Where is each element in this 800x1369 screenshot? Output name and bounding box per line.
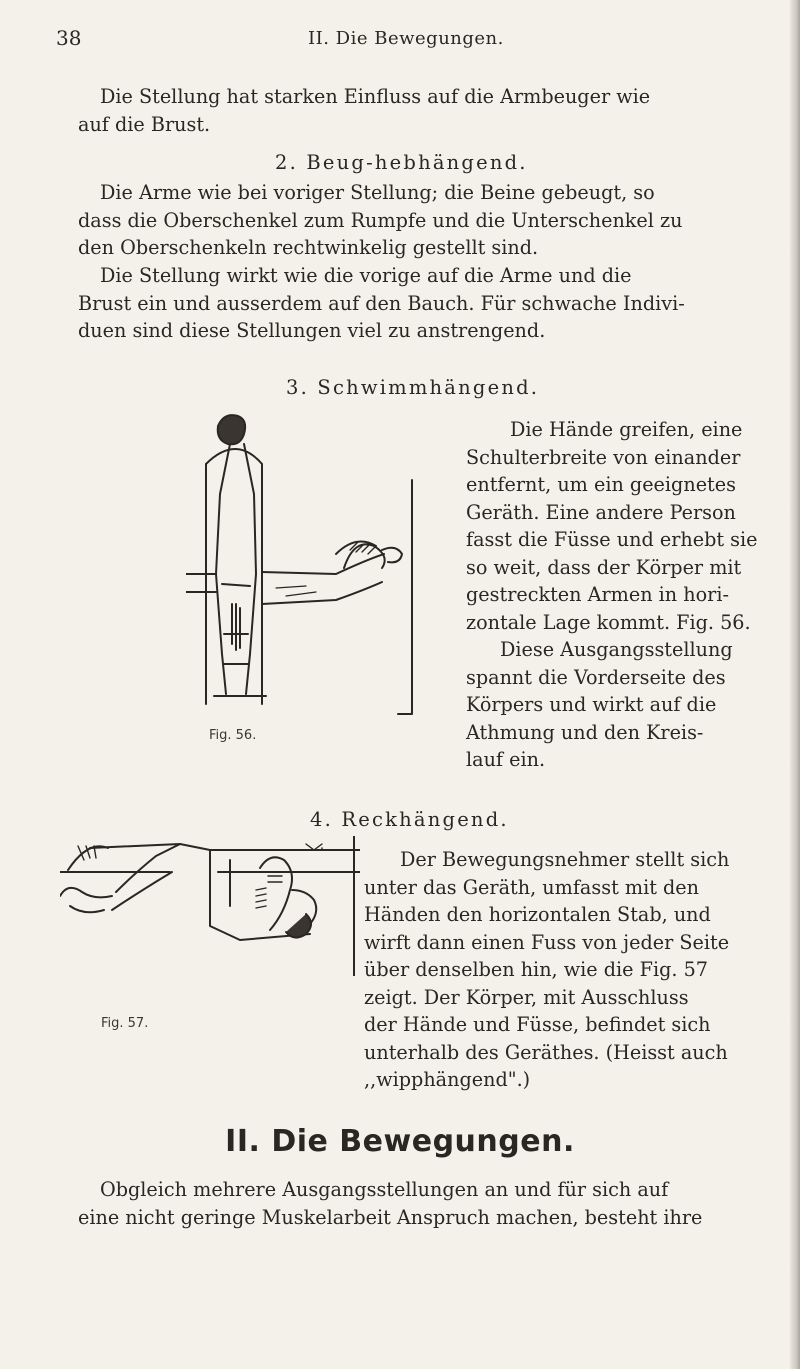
text-line: zontale Lage kommt. Fig. 56. <box>466 610 751 634</box>
section2-paragraph-1 <box>78 179 764 262</box>
chapter-title: II. Die Bewegungen. <box>225 1124 575 1159</box>
text-line: den Oberschenkeln rechtwinkelig gestellt sind. <box>78 236 539 259</box>
text-line: Der Bewegungsnehmer stellt sich <box>400 848 730 871</box>
section-heading-reckhaengend: 4. Reckhängend. <box>310 808 509 831</box>
text-line: ,,wipphängend".) <box>364 1068 531 1091</box>
intro-paragraph <box>78 83 764 138</box>
text-line: Brust ein und ausserdem auf den Bauch. Für schwache Indivi- <box>78 291 685 315</box>
text-line: der Hände und Füsse, befindet sich <box>364 1013 711 1036</box>
text-line: Schulterbreite von einander <box>466 445 741 469</box>
text-line: spannt die Vorderseite des <box>466 665 726 689</box>
text-line: Diese Ausgangsstellung <box>500 638 733 661</box>
figure-56-illustration <box>186 404 456 724</box>
section2-paragraph-2 <box>78 262 764 345</box>
text-line: eine nicht geringe Muskelarbeit Anspruch machen, besteht ihre <box>78 1205 703 1229</box>
text-line: Athmung und den Kreis- <box>466 720 704 744</box>
text-line: lauf ein. <box>466 748 546 771</box>
text-line: unter das Geräth, umfasst mit den <box>364 875 700 899</box>
text-line: Körpers und wirkt auf die <box>466 693 717 716</box>
text-line: so weit, dass der Körper mit <box>466 555 742 579</box>
text-line: gestreckten Armen in hori- <box>466 583 729 606</box>
text-line: Geräth. Eine andere Person <box>466 500 736 524</box>
text-line: unterhalb des Geräthes. (Heisst auch <box>364 1040 728 1064</box>
text-line: duen sind diese Stellungen viel zu anstrengend. <box>78 319 546 342</box>
text-line: fasst die Füsse und erhebt sie <box>466 528 758 551</box>
section4-paragraph <box>364 846 764 1094</box>
text-line: Die Arme wie bei voriger Stellung; die Beine gebeugt, so <box>100 181 655 204</box>
figure-56-caption: Fig. 56. <box>209 728 257 743</box>
text-line: Obgleich mehrere Ausgangsstellungen an und für sich auf <box>100 1178 669 1201</box>
text-line: Die Hände greifen, eine <box>510 418 743 441</box>
section-heading-beug-hebhaengend: 2. Beug-hebhängend. <box>275 151 528 174</box>
figure-57-caption: Fig. 57. <box>101 1016 149 1031</box>
page-number: 38 <box>56 26 82 50</box>
section3-paragraph <box>466 416 764 774</box>
text-line: Die Stellung hat starken Einfluss auf die Armbeuger wie <box>100 85 651 108</box>
text-line: auf die Brust. <box>78 112 211 136</box>
section-heading-schwimmhaengend: 3. Schwimmhängend. <box>286 376 540 399</box>
text-line: entfernt, um ein geeignetes <box>466 473 736 496</box>
text-line: dass die Oberschenkel zum Rumpfe und die Unterschenkel zu <box>78 208 683 232</box>
page-edge <box>790 0 800 1369</box>
text-line: wirft dann einen Fuss von jeder Seite <box>364 930 730 954</box>
figure-57-illustration <box>60 836 360 976</box>
text-line: über denselben hin, wie die Fig. 57 <box>364 958 708 981</box>
running-title: II. Die Bewegungen. <box>308 28 504 49</box>
text-line: Händen den horizontalen Stab, und <box>364 903 711 926</box>
chapter-intro-paragraph <box>78 1176 764 1231</box>
text-line: Die Stellung wirkt wie die vorige auf die Arme und die <box>100 264 632 287</box>
text-line: zeigt. Der Körper, mit Ausschluss <box>364 985 689 1009</box>
running-head <box>0 26 800 56</box>
